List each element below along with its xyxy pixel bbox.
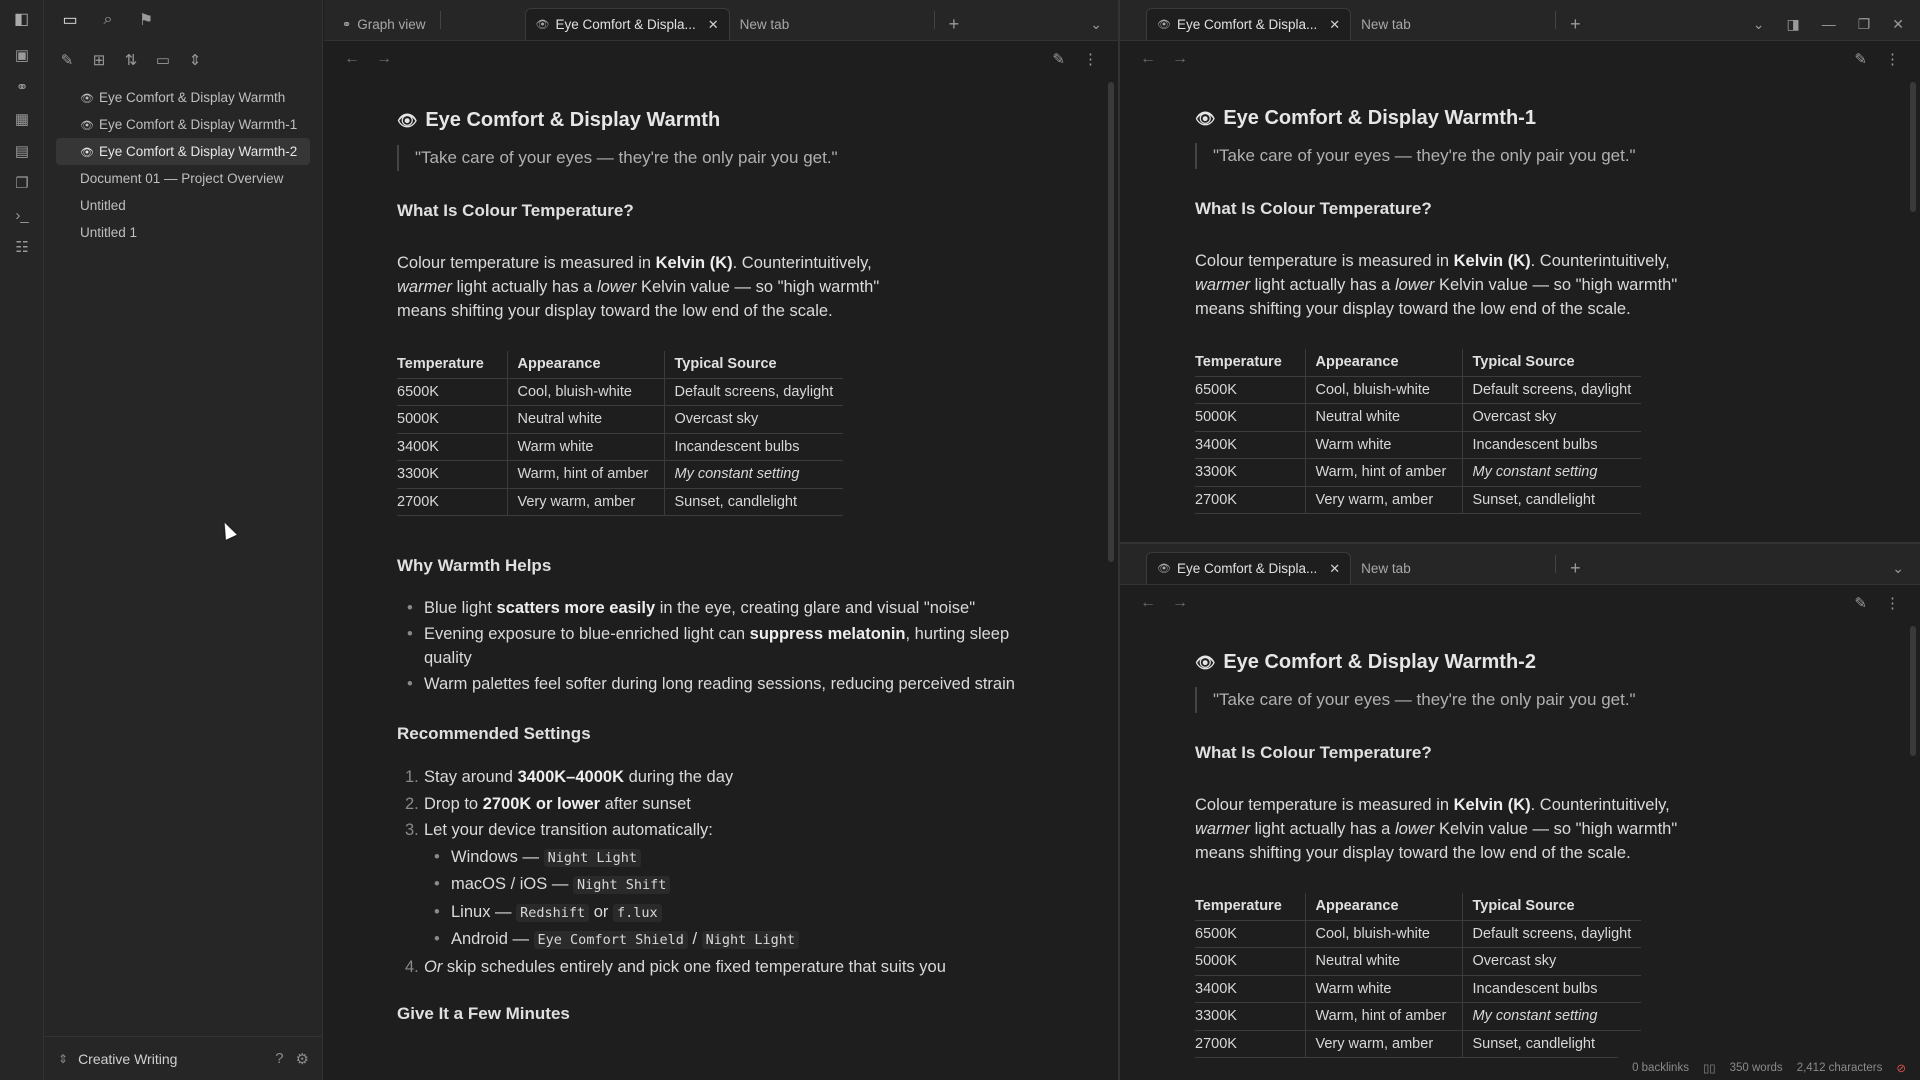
table-row: 5000K Neutral white Overcast sky <box>397 406 843 434</box>
eye-icon: 👁 <box>80 93 94 105</box>
new-note-icon[interactable]: ✎ <box>60 52 74 69</box>
list-item: • Linux — Redshift or f.lux <box>424 899 1078 927</box>
heading-give-it-time: Give It a Few Minutes <box>397 1004 570 1023</box>
sidebar-toggle-icon[interactable]: ◧ <box>13 11 30 28</box>
list-item: • Android — Eye Comfort Shield / Night Light <box>424 926 1078 954</box>
new-folder-icon[interactable]: ⊞ <box>92 52 106 69</box>
note-content <box>1195 75 1880 514</box>
forward-arrow-icon[interactable]: → <box>376 50 392 67</box>
heading-recommended-settings: Recommended Settings <box>397 724 591 743</box>
edit-pencil-icon[interactable]: ✎ <box>1854 51 1867 68</box>
blockquote: "Take care of your eyes — they're the only pair you get." <box>397 145 1078 171</box>
file-label: Eye Comfort & Display Warmth-1 <box>99 117 298 132</box>
chevron-updown-icon: ⇕ <box>58 1051 69 1066</box>
scrollbar[interactable] <box>1910 82 1916 212</box>
close-icon[interactable]: ✕ <box>707 16 719 32</box>
tab-separator <box>1555 11 1556 29</box>
numbered-list <box>397 764 1078 980</box>
minimize-icon[interactable]: — <box>1821 16 1836 32</box>
tab-bar <box>324 0 1118 41</box>
tab-list-chevron-icon[interactable]: ⌄ <box>1752 15 1765 32</box>
window-close-icon[interactable]: ✕ <box>1892 15 1904 32</box>
table-header-row: Temperature Appearance Typical Source <box>397 351 843 378</box>
tab-graph-view[interactable] <box>332 8 436 40</box>
tab-bar <box>1120 544 1920 585</box>
settings-gear-icon[interactable]: ⚙ <box>295 1050 309 1068</box>
sort-icon[interactable]: ⇅ <box>124 52 138 69</box>
list-item: • Windows — Night Light <box>424 844 1078 872</box>
paragraph-kelvin: Colour temperature is measured in Kelvin (K). Counterintuitively, warmer light actually has a lower Kelvin value — so "high warmth" means shifting your display toward the low end of the scale. <box>1195 252 1678 318</box>
heading-colour-temperature: What Is Colour Temperature? <box>1195 199 1432 218</box>
tab-new[interactable] <box>730 8 930 40</box>
table-row: 2700K Very warm, amber Sunset, candlelight <box>397 488 843 516</box>
list-item: • Evening exposure to blue-enriched light can suppress melatonin, hurting sleep quality <box>397 622 1047 670</box>
new-tab-plus-icon[interactable]: + <box>1570 13 1581 34</box>
blockquote: "Take care of your eyes — they're the only pair you get." <box>1195 143 1880 169</box>
graph-view-icon[interactable]: ⚭ <box>15 79 29 96</box>
file-label: Eye Comfort & Display Warmth-2 <box>99 144 298 159</box>
tab-label: Graph view <box>357 16 426 32</box>
tab-active-note[interactable] <box>1146 552 1351 584</box>
note-title <box>397 109 1078 132</box>
collapse-view-icon[interactable]: ▭ <box>155 52 171 69</box>
heading-colour-temperature: What Is Colour Temperature? <box>1195 743 1432 762</box>
tab-separator <box>1555 555 1556 573</box>
table-row: 2700K Very warm, amber Sunset, candlelight <box>1195 486 1641 514</box>
table-row: 3300K Warm, hint of amber My constant setting <box>1195 459 1641 487</box>
tab-label: New tab <box>1361 560 1411 576</box>
restore-icon[interactable]: ❐ <box>1857 15 1871 32</box>
tab-new[interactable] <box>1351 8 1551 40</box>
character-count: 2,412 characters <box>1796 1062 1883 1074</box>
table-row: 5000K Neutral white Overcast sky <box>1195 948 1641 976</box>
right-top-editor-pane <box>1120 0 1920 542</box>
scrollbar[interactable] <box>1910 626 1916 756</box>
ribbon <box>0 0 44 1080</box>
tab-active-note[interactable] <box>525 8 730 40</box>
list-item: 3. Let your device transition automatically: • Windows — Night Light • macOS / iOS — Night Shift • Linux — Redshift or f.lux • Android — Eye Comfort Shield / Night Light <box>397 817 1078 954</box>
list-item: 4. Or skip schedules entirely and pick one fixed temperature that suits you <box>405 957 946 976</box>
table-row: 3300K Warm, hint of amber My constant setting <box>1195 1003 1641 1031</box>
eye-icon: 👁 <box>1195 110 1216 128</box>
close-icon[interactable]: ✕ <box>1329 16 1341 32</box>
table-row: 3400K Warm white Incandescent bulbs <box>1195 975 1641 1003</box>
file-item-selected[interactable] <box>56 138 310 165</box>
vault-name: Creative Writing <box>78 1050 178 1067</box>
note-title <box>1195 651 1880 674</box>
note-content <box>397 77 1078 1028</box>
temperature-table <box>397 351 843 516</box>
eye-icon: 👁 <box>535 19 550 31</box>
temperature-table <box>1195 349 1641 514</box>
heading-why-warmth: Why Warmth Helps <box>397 556 552 575</box>
heading-colour-temperature: What Is Colour Temperature? <box>397 201 634 220</box>
blockquote: "Take care of your eyes — they're the only pair you get." <box>1195 687 1880 713</box>
list-item: 1. Stay around 3400K–4000K during the day <box>405 768 734 786</box>
more-options-icon[interactable]: ⋮ <box>1885 51 1900 68</box>
table-row: 2700K Very warm, amber Sunset, candlelight <box>1195 1030 1641 1058</box>
view-header <box>1120 41 1920 77</box>
vault-switcher[interactable] <box>44 1036 323 1080</box>
file-label: Document 01 — Project Overview <box>80 171 284 186</box>
file-item[interactable] <box>56 165 310 192</box>
more-options-icon[interactable]: ⋮ <box>1083 51 1098 68</box>
tab-list-chevron-icon[interactable]: ⌄ <box>1892 559 1904 576</box>
view-header <box>324 41 1118 77</box>
file-label: Untitled <box>80 198 126 213</box>
tab-label: Eye Comfort & Displa... <box>555 17 696 32</box>
table-row: 6500K Cool, bluish-white Default screens, daylight <box>1195 376 1641 404</box>
expand-collapse-icon[interactable]: ⇕ <box>188 52 202 69</box>
paragraph-kelvin: Colour temperature is measured in Kelvin (K). Counterintuitively, warmer light actually has a lower Kelvin value — so "high warmth" means shifting your display toward the low end of the scale. <box>397 254 880 320</box>
eye-icon: 👁 <box>1157 19 1171 31</box>
sidebar-header <box>44 0 322 40</box>
list-item: • Blue light scatters more easily in the eye, creating glare and visual "noise" <box>397 596 1047 620</box>
title-text: Eye Comfort & Display Warmth-1 <box>1223 107 1536 129</box>
file-item[interactable] <box>56 111 310 138</box>
file-label: Eye Comfort & Display Warmth <box>99 90 286 105</box>
tab-label: New tab <box>1361 16 1411 32</box>
table-row: 3400K Warm white Incandescent bulbs <box>397 433 843 461</box>
file-explorer-sidebar <box>44 0 323 1080</box>
list-item: • macOS / iOS — Night Shift <box>424 871 1078 899</box>
edit-pencil-icon[interactable]: ✎ <box>1052 51 1065 68</box>
tab-bar <box>1120 0 1920 41</box>
table-row: 3300K Warm, hint of amber My constant setting <box>397 461 843 489</box>
right-sidebar-toggle-icon[interactable]: ◨ <box>1786 15 1800 32</box>
title-text: Eye Comfort & Display Warmth <box>425 109 721 131</box>
view-header <box>1120 585 1920 621</box>
reading-view-icon[interactable]: ▯▯ <box>1702 1063 1716 1075</box>
eye-icon: 👁 <box>1157 563 1171 575</box>
file-item[interactable] <box>56 192 310 219</box>
tab-separator <box>934 11 935 29</box>
list-item: 2. Drop to 2700K or lower after sunset <box>405 794 691 813</box>
file-tree <box>44 80 322 246</box>
tab-label: Eye Comfort & Displa... <box>1176 561 1318 576</box>
tab-list-chevron-icon[interactable]: ⌄ <box>1090 15 1102 32</box>
bookmarks-list-icon[interactable]: ☷ <box>15 239 29 256</box>
tab-new[interactable] <box>1351 552 1551 584</box>
tab-label: Eye Comfort & Displa... <box>1176 17 1318 32</box>
word-count: 350 words <box>1729 1062 1783 1074</box>
new-tab-plus-icon[interactable]: + <box>1570 557 1581 578</box>
status-bar <box>1618 1056 1920 1080</box>
edit-pencil-icon[interactable]: ✎ <box>1854 595 1867 612</box>
new-tab-plus-icon[interactable]: + <box>948 13 960 34</box>
list-item: • Warm palettes feel softer during long reading sessions, reducing perceived strain <box>397 672 1047 696</box>
file-item[interactable] <box>56 219 310 246</box>
table-row: 6500K Cool, bluish-white Default screens, daylight <box>1195 920 1641 948</box>
table-header-row: Temperature Appearance Typical Source <box>1195 893 1641 920</box>
nested-bullet-list <box>424 844 1078 954</box>
forward-arrow-icon[interactable]: → <box>1172 594 1188 611</box>
tab-separator <box>440 11 441 29</box>
eye-icon: 👁 <box>80 120 94 132</box>
right-bottom-editor-pane <box>1120 544 1920 1080</box>
table-row: 6500K Cool, bluish-white Default screens, daylight <box>397 378 843 406</box>
search-icon[interactable]: ⌕ <box>103 11 113 28</box>
title-text: Eye Comfort & Display Warmth-2 <box>1223 651 1536 673</box>
backlinks-count[interactable]: 0 backlinks <box>1632 1062 1689 1074</box>
daily-note-icon[interactable]: ▤ <box>14 143 30 160</box>
table-row: 3400K Warm white Incandescent bulbs <box>1195 431 1641 459</box>
temperature-table <box>1195 893 1641 1058</box>
file-explorer-toolbar <box>44 40 322 80</box>
back-arrow-icon[interactable]: ← <box>344 50 360 67</box>
graph-icon: ⚭ <box>342 18 352 31</box>
file-item[interactable] <box>56 84 310 111</box>
bullet-list <box>397 596 1078 696</box>
table-header-row: Temperature Appearance Typical Source <box>1195 349 1641 376</box>
more-options-icon[interactable]: ⋮ <box>1885 595 1900 612</box>
scrollbar[interactable] <box>1108 82 1114 562</box>
folder-icon[interactable]: ▭ <box>62 12 78 29</box>
note-content <box>1195 619 1880 1058</box>
eye-icon: 👁 <box>397 112 418 130</box>
eye-icon: 👁 <box>1195 654 1216 672</box>
table-row: 5000K Neutral white Overcast sky <box>1195 404 1641 432</box>
file-label: Untitled 1 <box>80 225 138 240</box>
eye-icon: 👁 <box>80 147 94 159</box>
tab-active-note[interactable] <box>1146 8 1351 40</box>
canvas-icon[interactable]: ▦ <box>14 111 30 128</box>
paragraph-kelvin: Colour temperature is measured in Kelvin (K). Counterintuitively, warmer light actually has a lower Kelvin value — so "high warmth" means shifting your display toward the low end of the scale. <box>1195 796 1678 862</box>
tab-label: New tab <box>739 16 790 32</box>
bookmark-icon[interactable]: ⚑ <box>138 12 154 29</box>
command-palette-icon[interactable]: ›_ <box>15 207 29 224</box>
sync-error-icon[interactable]: ⊘ <box>1896 1063 1906 1075</box>
left-editor-pane <box>324 0 1118 1080</box>
note-title <box>1195 107 1880 130</box>
help-icon[interactable]: ? <box>275 1050 284 1067</box>
back-arrow-icon[interactable]: ← <box>1140 50 1156 67</box>
templates-icon[interactable]: ❐ <box>15 175 29 192</box>
quick-switcher-icon[interactable]: ▣ <box>14 47 30 64</box>
forward-arrow-icon[interactable]: → <box>1172 50 1188 67</box>
back-arrow-icon[interactable]: ← <box>1140 594 1156 611</box>
close-icon[interactable]: ✕ <box>1329 560 1341 576</box>
